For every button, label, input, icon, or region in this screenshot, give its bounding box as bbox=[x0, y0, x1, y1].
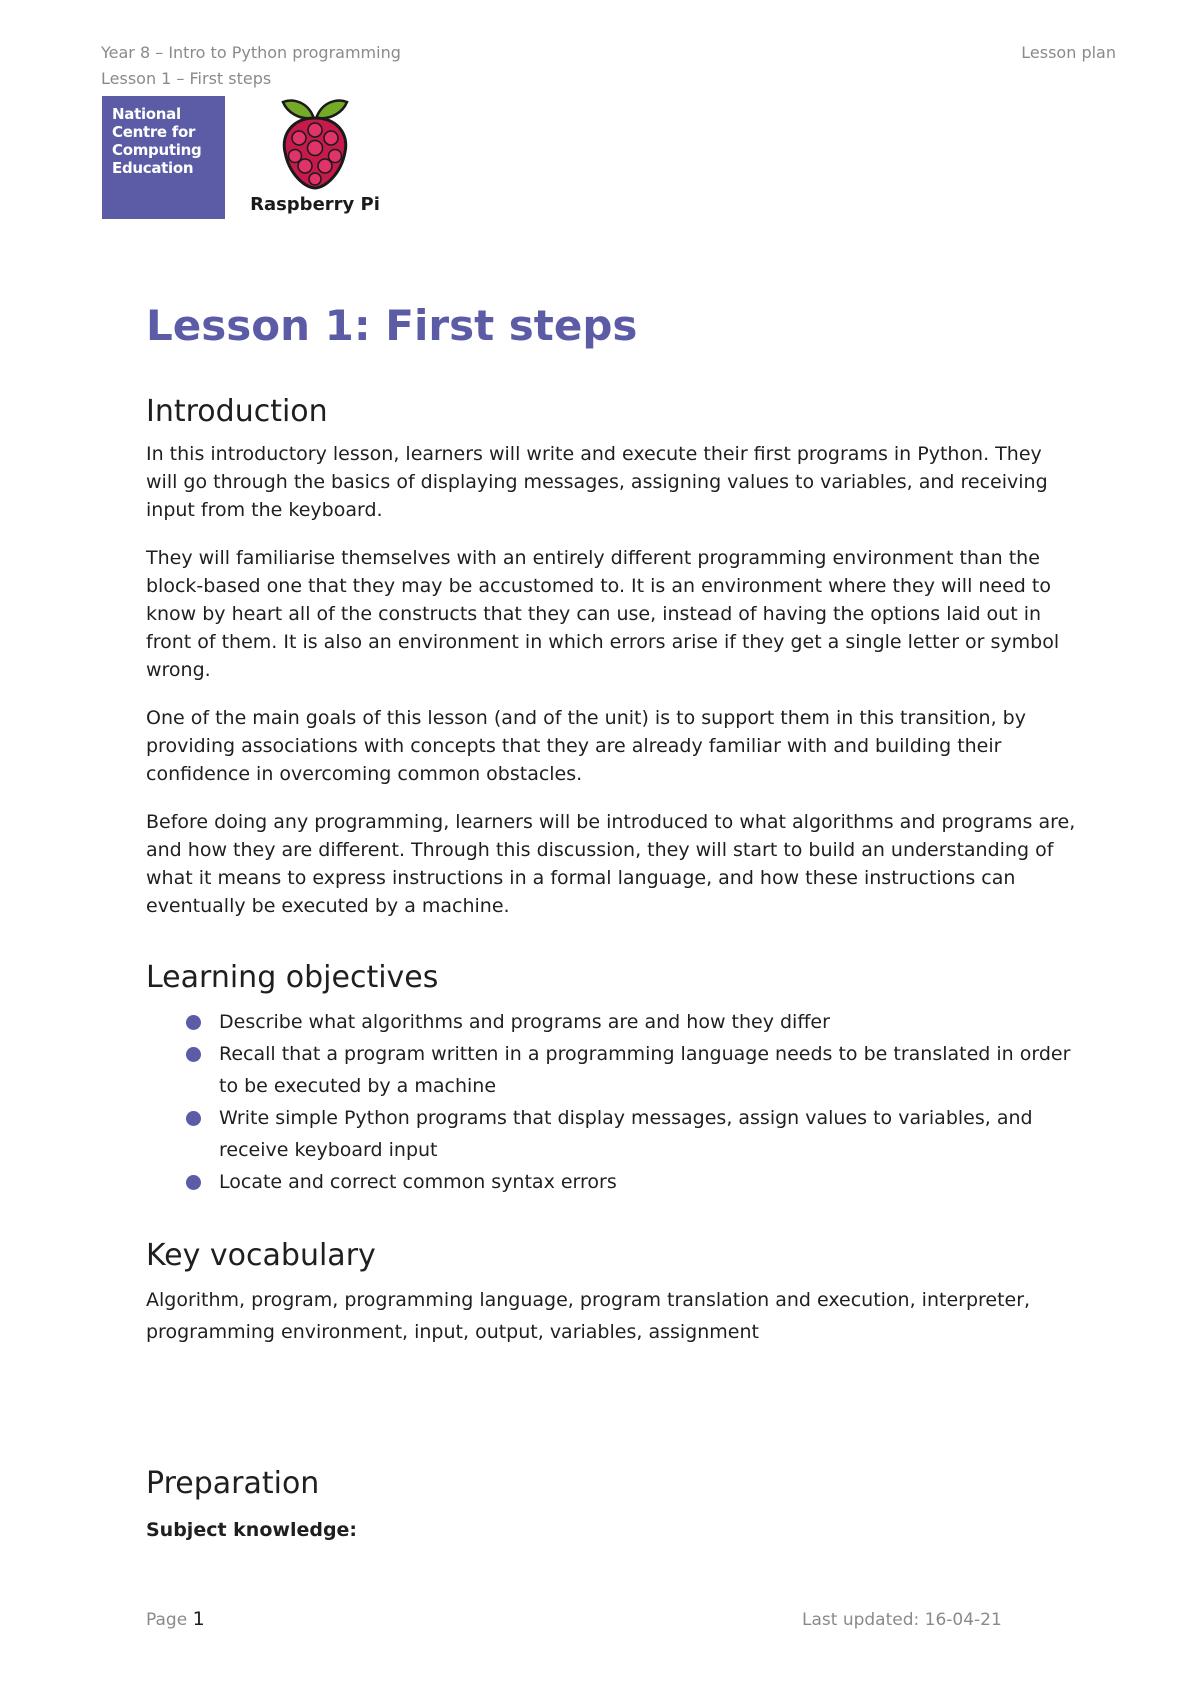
subject-knowledge-label: Subject knowledge: bbox=[146, 1519, 358, 1541]
course-title: Year 8 – Intro to Python programming bbox=[101, 43, 401, 62]
introduction-paragraph: Before doing any programming, learners will be introduced to what algorithms and programs are, and how they are different. Through this discussion, they will start to build an understanding of what it means to express instructions in a formal language, and how these instructions can eventually be executed by a machine. bbox=[146, 811, 1076, 917]
page-title: Lesson 1: First steps bbox=[146, 301, 638, 350]
ncce-logo-line: Centre for bbox=[112, 123, 196, 141]
objective-item bbox=[186, 1166, 1076, 1198]
learning-objectives-list bbox=[146, 1006, 1076, 1198]
ncce-logo-line: Computing bbox=[112, 141, 202, 159]
objective-text: Recall that a program written in a programming language needs to be translated in order to be executed by a machine bbox=[219, 1043, 1071, 1097]
introduction-paragraph: One of the main goals of this lesson (and of the unit) is to support them in this transition, by providing associations with concepts that they are already familiar with and building their confidence in overcoming common obstacles. bbox=[146, 707, 1026, 785]
key-vocabulary-heading: Key vocabulary bbox=[146, 1238, 376, 1273]
page-footer bbox=[146, 1608, 205, 1630]
introduction-heading: Introduction bbox=[146, 394, 328, 429]
ncce-logo-line: Education bbox=[112, 159, 194, 177]
introduction-paragraph: They will familiarise themselves with an entirely different programming environment than the block-based one that they may be accustomed to. It is an environment where they will need to know by heart all of the constructs that they can use, instead of having the options laid out in front of them. It is also an environment in which errors arise if they get a single letter or symbol wrong. bbox=[146, 547, 1060, 681]
raspberry-icon bbox=[277, 94, 353, 192]
ncce-logo bbox=[102, 96, 225, 219]
bullet-icon bbox=[186, 1047, 201, 1062]
raspberry-pi-logo bbox=[250, 94, 380, 224]
key-vocabulary-text: Algorithm, program, programming language, program translation and execution, interpreter, programming environment, input, output, variables, assignment bbox=[146, 1289, 1031, 1343]
document-type: Lesson plan bbox=[1021, 43, 1116, 62]
objective-item bbox=[186, 1102, 1076, 1166]
objective-text: Locate and correct common syntax errors bbox=[219, 1171, 617, 1193]
raspberry-pi-wordmark: Raspberry Pi bbox=[250, 194, 380, 215]
bullet-icon bbox=[186, 1175, 201, 1190]
bullet-icon bbox=[186, 1015, 201, 1030]
page-label: Page bbox=[146, 1610, 188, 1630]
bullet-icon bbox=[186, 1111, 201, 1126]
objective-item bbox=[186, 1006, 1076, 1038]
lesson-subtitle: Lesson 1 – First steps bbox=[101, 69, 272, 88]
introduction-paragraph: In this introductory lesson, learners will write and execute their first programs in Python. They will go through the basics of displaying messages, assigning values to variables, and receiving input from the keyboard. bbox=[146, 443, 1048, 521]
objective-text: Write simple Python programs that display messages, assign values to variables, and receive keyboard input bbox=[219, 1107, 1033, 1161]
objective-item bbox=[186, 1038, 1076, 1102]
preparation-heading: Preparation bbox=[146, 1466, 320, 1501]
lesson-content bbox=[146, 296, 1076, 1544]
objective-text: Describe what algorithms and programs are and how they differ bbox=[219, 1011, 830, 1033]
document-header bbox=[101, 40, 401, 92]
last-updated: Last updated: 16-04-21 bbox=[802, 1610, 1002, 1630]
page-number: 1 bbox=[192, 1608, 205, 1630]
learning-objectives-heading: Learning objectives bbox=[146, 960, 439, 995]
ncce-logo-line: National bbox=[112, 105, 181, 123]
